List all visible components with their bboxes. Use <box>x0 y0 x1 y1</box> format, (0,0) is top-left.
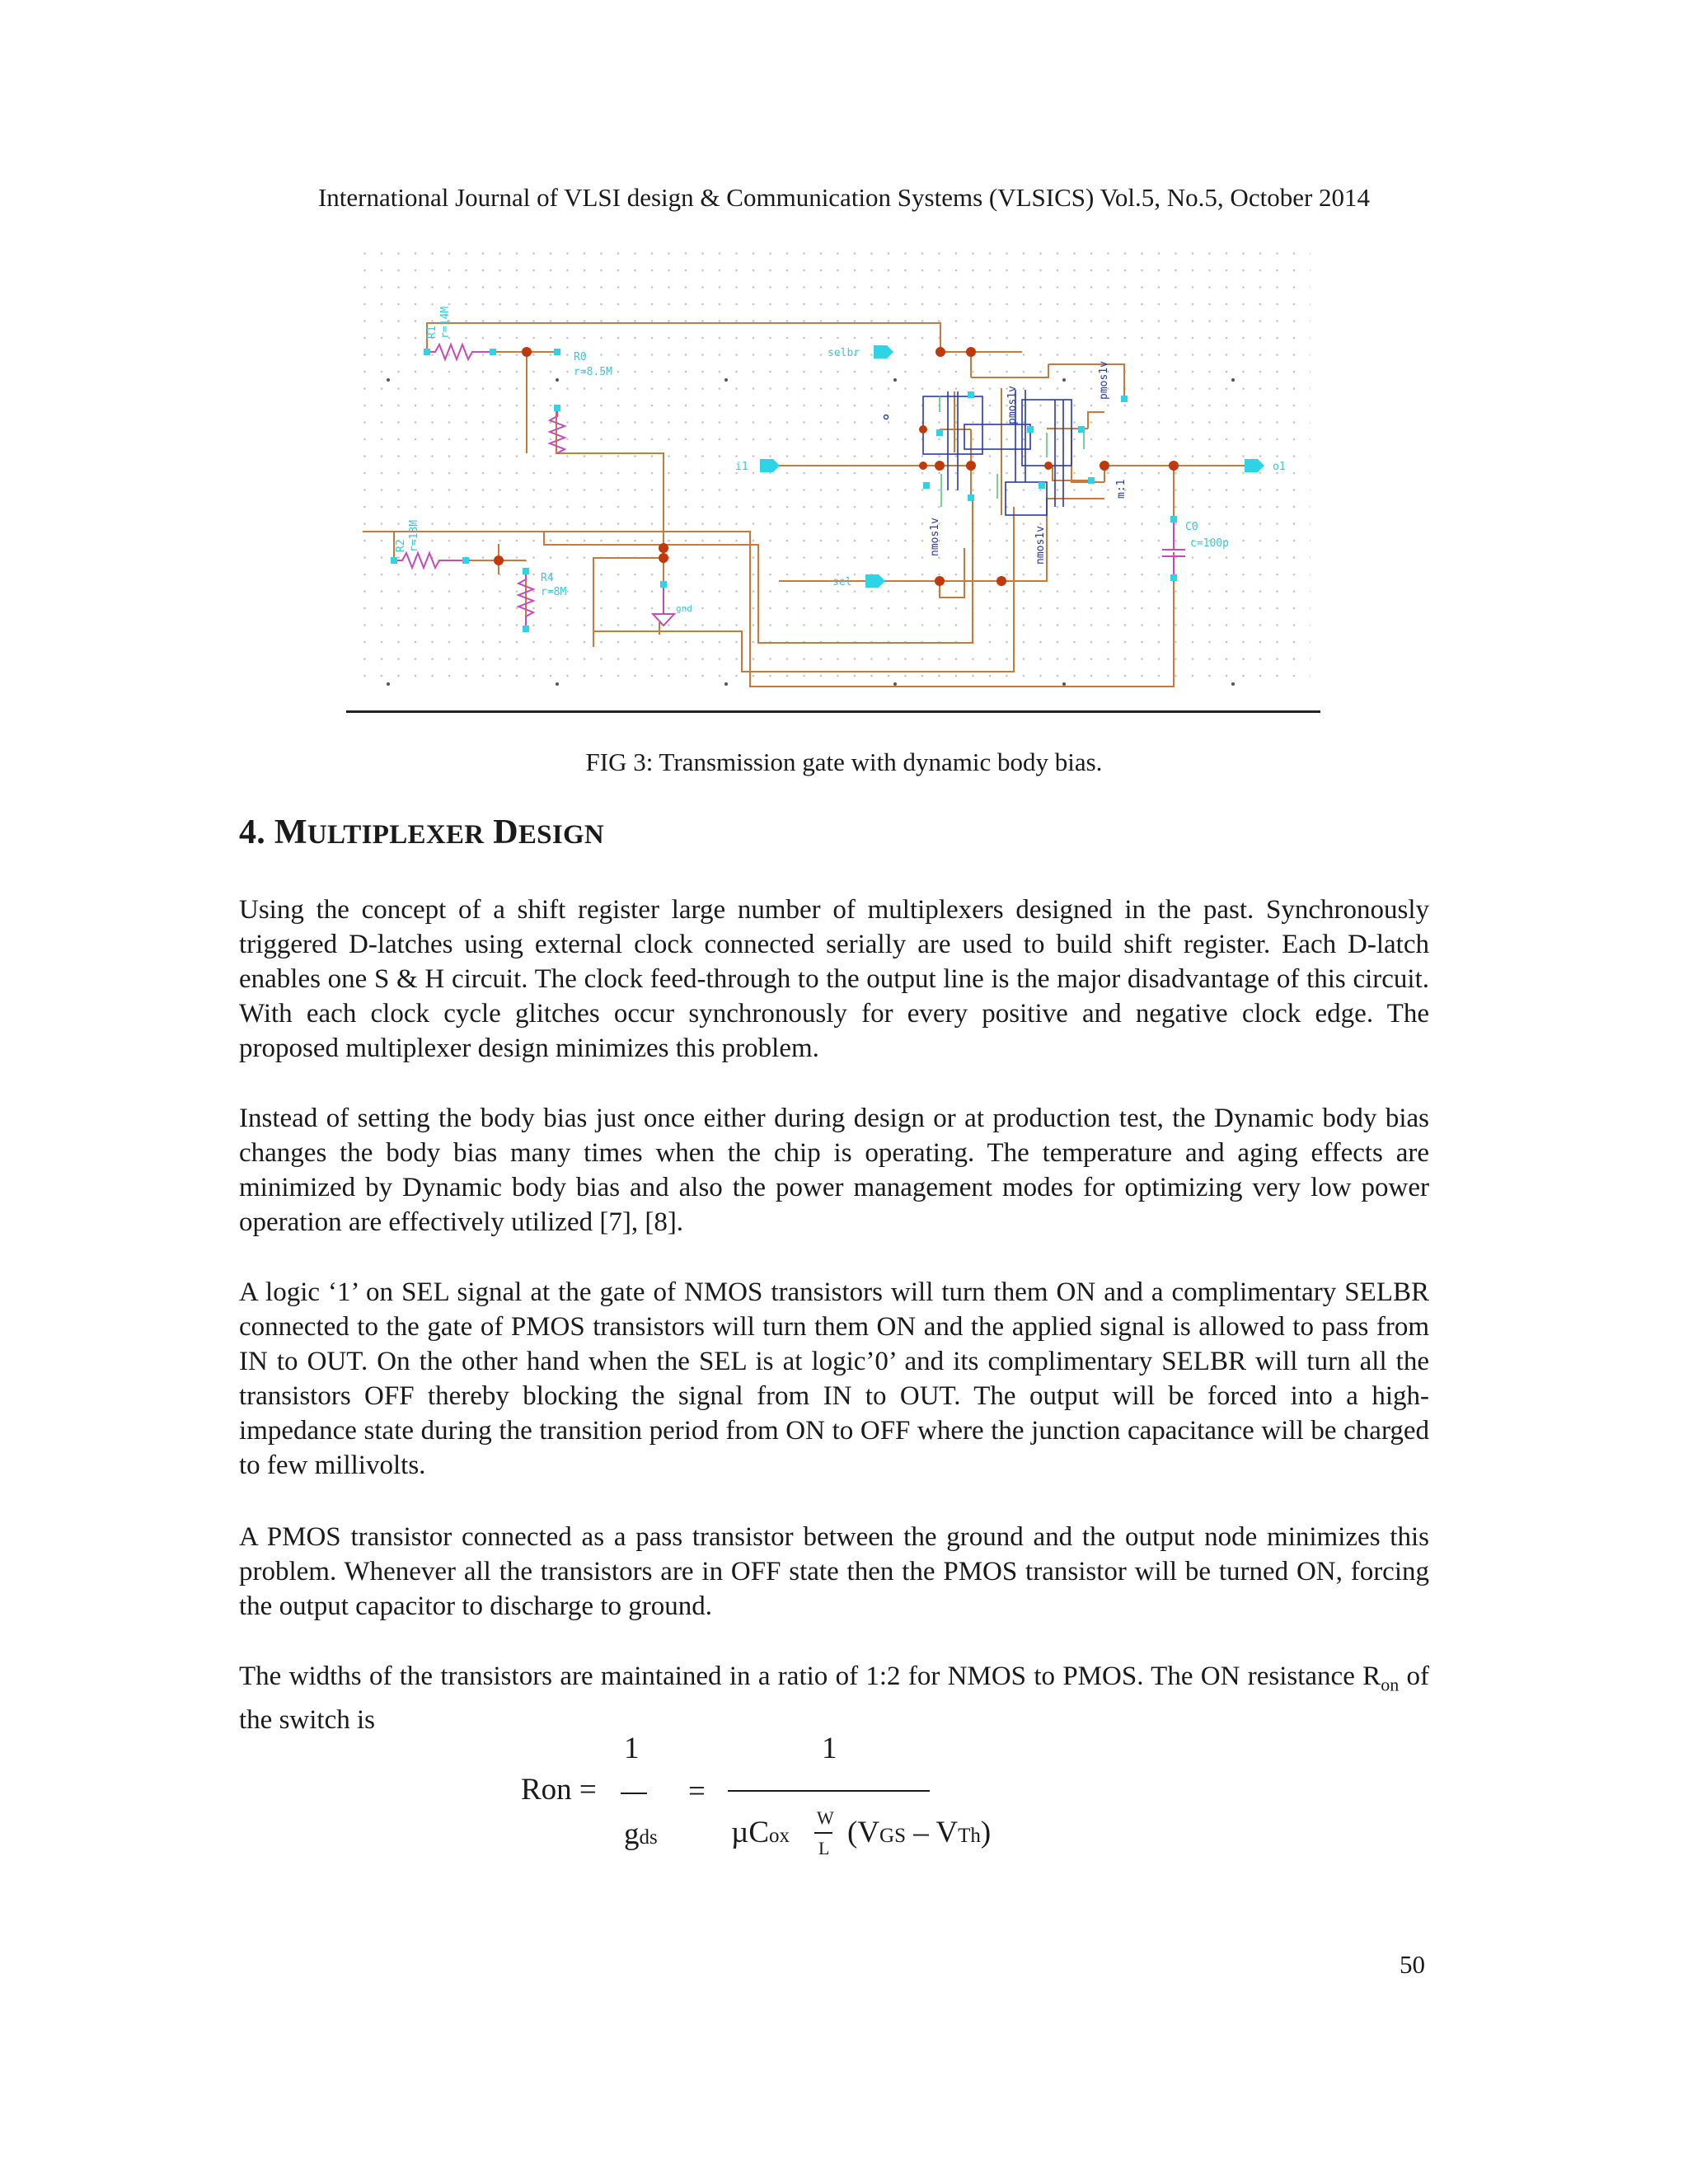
label-gnd: gnd <box>676 603 692 614</box>
label-r1: R1 <box>426 326 438 339</box>
label-r0-val: r=8.5M <box>574 366 612 378</box>
label-r0: R0 <box>574 351 587 363</box>
label-r4: R4 <box>541 572 554 584</box>
eq-w: W <box>817 1807 834 1828</box>
label-o1: o1 <box>1273 461 1286 473</box>
label-nmos2: nmos1v <box>1034 526 1047 565</box>
section-number: 4. <box>239 813 266 851</box>
eq-frac-bar-1 <box>621 1793 647 1794</box>
eq-mu-cox: µCox <box>731 1816 790 1849</box>
eq-frac-bar-2 <box>728 1790 930 1792</box>
eq-num1: 1 <box>624 1732 640 1765</box>
section-word-2: DESIGN <box>493 813 605 851</box>
eq-equals: = <box>688 1774 706 1808</box>
eq-num2: 1 <box>822 1732 837 1765</box>
label-r1-val: r=14M <box>439 306 452 339</box>
label-c0-val: c=100p <box>1190 537 1229 550</box>
label-r2-val: r=13M <box>408 519 420 552</box>
label-pmos1: pmos1v <box>1006 386 1019 424</box>
eq-l: L <box>818 1838 830 1858</box>
paragraph-5: The widths of the transistors are maintained in a ratio of 1:2 for NMOS to PMOS. The ON resistance $R_{on}$ of the switch is <box>239 1661 1429 1735</box>
grid-background <box>354 241 1311 687</box>
paragraph-4: A PMOS transistor connected as a pass transistor between the ground and the output node minimizes this problem. Whenever all the transistors are in OFF state then the PMOS transistor will be turned ON, forcing the output capacitor to discharge to ground. <box>239 1522 1429 1621</box>
page-number: 50 <box>1400 1950 1425 1979</box>
paragraph-3: A logic ‘1’ on SEL signal at the gate of NMOS transistors will turn them ON and a complimentary SELBR connected to the gate of PMOS transistors will turn them ON and the applied signal is allowed to pass from IN to OUT. On the other hand when the SEL is at logic’0’ and its complimentary SELBR will turn all the transistors OFF thereby blocking the signal from IN to OUT. The output will be forced into a high-impedance state during the transition period from ON to OFF where the junction capacitance will be charged to few millivolts. <box>239 1277 1429 1480</box>
paragraph-2: Instead of setting the body bias just once either during design or at production test, the Dynamic body bias changes the body bias many times when the chip is operating. The temperature and aging effects are minimized by Dynamic body bias and also the power management modes for optimizing very low power operation are effectively utilized [7], [8]. <box>239 1104 1429 1237</box>
label-selbr: selbr <box>828 347 860 359</box>
eq-vgs-vth: (VGS – VTh) <box>847 1816 992 1849</box>
schematic-figure <box>346 235 1320 705</box>
label-i1: i1 <box>735 461 748 473</box>
journal-header: International Journal of VLSI design & Communication Systems (VLSICS) Vol.5, No.5, October 2014 <box>317 183 1371 212</box>
label-c0: C0 <box>1185 521 1198 533</box>
label-pmos2: pmos1v <box>1098 361 1110 400</box>
paragraph-1: Using the concept of a shift register large number of multiplexers designed in the past. Synchronously triggered D-latches using external clock connected serially are used to build shift register. Each D-latch enables one S & H circuit. The clock feed-through to the output line is the major disadvantage of this circuit. With each clock cycle glitches occur synchronously for every positive and negative clock edge. The proposed multiplexer design minimizes this problem. <box>239 895 1429 1063</box>
section-heading <box>239 813 604 852</box>
figure-rule <box>346 710 1320 713</box>
label-m1: m:1 <box>1115 479 1128 499</box>
section-word-1: MULTIPLEXER <box>274 813 485 851</box>
label-r2: R2 <box>395 539 407 552</box>
label-sel: sel <box>832 576 852 588</box>
label-nmos1: nmos1v <box>929 518 941 556</box>
label-r4-val: r=8M <box>541 586 567 598</box>
figure-caption: FIG 3: Transmission gate with dynamic body bias. <box>585 748 1103 776</box>
eq-den1: gds <box>624 1817 658 1851</box>
eq-lhs: Ron = <box>521 1773 597 1807</box>
eq-wl-bar <box>814 1832 832 1834</box>
